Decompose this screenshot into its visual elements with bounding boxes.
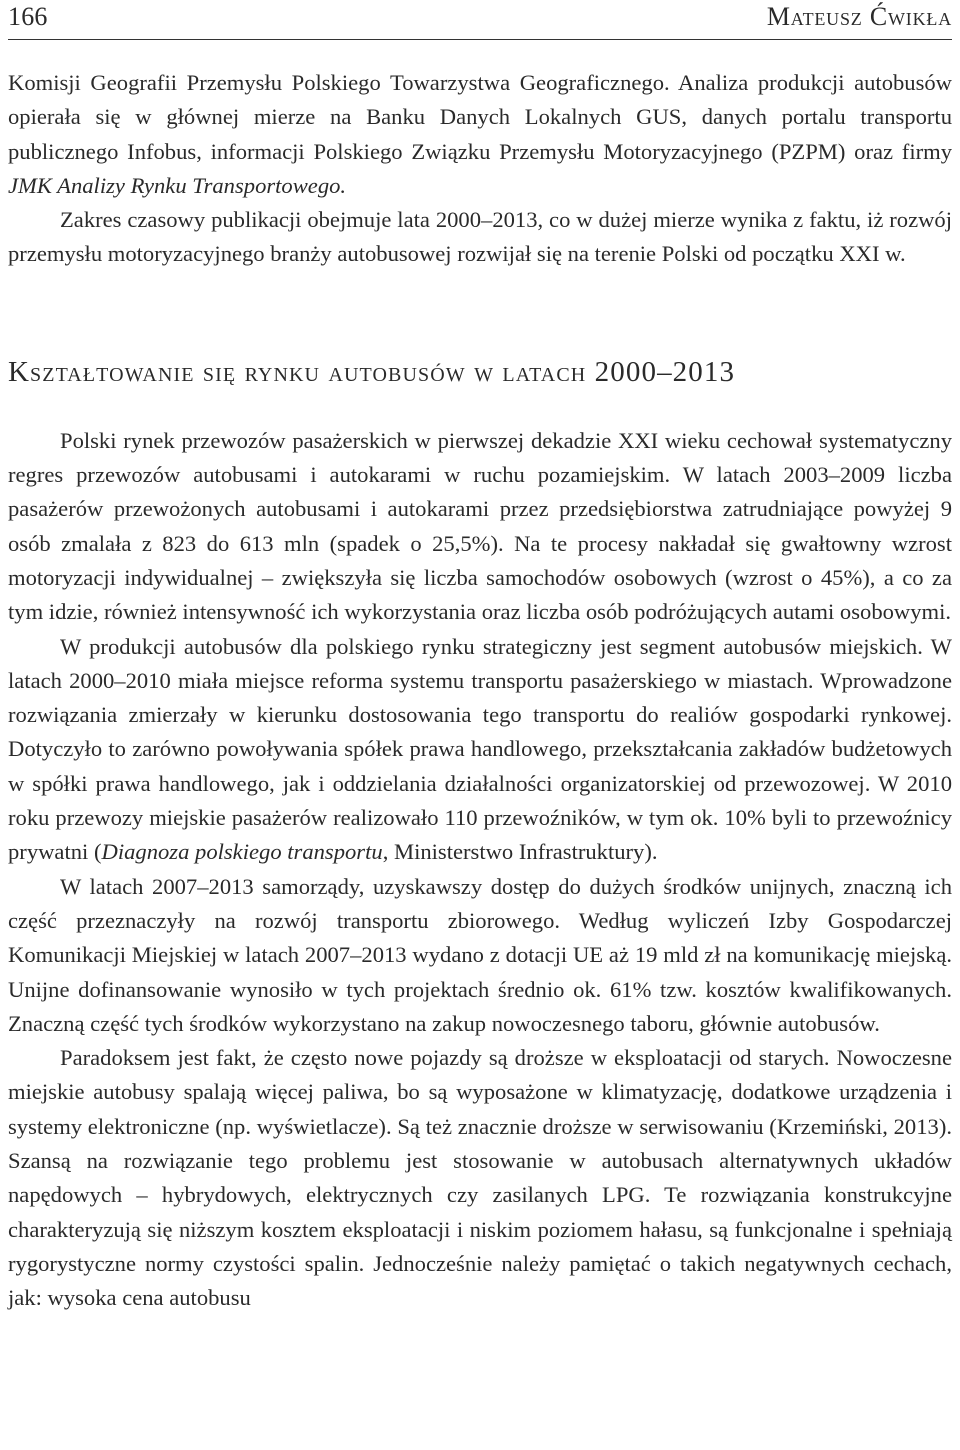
section-heading: Kształtowanie się rynku autobusów w latach 2000–2013 (8, 355, 736, 388)
body-p2-text: W produkcji autobusów dla polskiego rynku strategiczny jest segment autobusów miejskich. W latach 2000–2010 miała miejsce reforma systemu transportu pasażerskiego w miastach. Wprowadzone rozwiązania zmierzały w kierunku dostosowania tego transportu do realiów gospodarki rynkowej. Dotyczyło to zarówno powoływania spółek prawa handlowego, przekształcania zakładów budżetowych w spółki prawa handlowego, jak i oddzielania działalności organizatorskiej od przewozowej. W 2010 roku przewozy miejskie pasażerów realizowało 110 przewoźników, w tym ok. 10% byli to przewoźnicy prywatni ( (8, 633, 952, 865)
body-paragraph-3: W latach 2007–2013 samorządy, uzyskawszy dostęp do dużych środków unijnych, znaczną ich część przeznaczyły na rozwój transportu zbiorowego. Według wyliczeń Izby Gospodarczej Komunikacji Miejskiej w latach 2007–2013 wydano z dotacji UE aż 19 mld zł na komunikację miejską. Unijne dofinansowanie wynosiło w tych projektach średnio ok. 61% tzw. kosztów kwalifikowanych. Znaczną część tych środków wykorzystano na zakup nowoczesnego taboru, głównie autobusów. (8, 873, 952, 1036)
body-p2-italic-title: Diagnoza polskiego transportu (101, 839, 383, 865)
intro-paragraph-2: Zakres czasowy publikacji obejmuje lata 2000–2013, co w dużej mierze wynika z faktu, iż rozwój przemysłu motoryzacyjnego branży autobusowej rozwijał się na terenie Polski od początku XXI w. (8, 207, 952, 267)
body-paragraph-2 (8, 630, 952, 870)
running-head-author: Mateusz Ćwikła (766, 2, 952, 31)
body-paragraph-4: Paradoksem jest fakt, że często nowe pojazdy są droższe w eksploatacji od starych. Nowoczesne miejskie autobusy spalają więcej paliwa, bo są wyposażone w klimatyzację, dodatkowe urządzenia i systemy elektroniczne (np. wyświetlacze). Są też znacznie droższe w serwisowaniu (Krzemiński, 2013). Szansą na rozwiązanie tego problemu jest stosowanie w autobusach alternatywnych układów napędowych – hybrydowych, elektrycznych czy zasilanych LPG. Te rozwiązania konstrukcyjne charakteryzują się niższym kosztem eksploatacji i niskim poziomem hałasu, są funkcjonalne i spełniają rygorystyczne normy czystości spalin. Jednocześnie należy pamiętać o takich negatywnych cechach, jak: wysoka cena autobusu (8, 1045, 952, 1311)
running-header (8, 0, 952, 40)
body-p2-end: , Ministerstwo Infrastruktury). (382, 839, 658, 865)
intro-p1-text: Komisji Geografii Przemysłu Polskiego Towarzystwa Geograficznego. Analiza produkcji autobusów opierała się w głównej mierze na Banku Danych Lokalnych GUS, danych portalu transportu publicznego Infobus, informacji Polskiego Związku Przemysłu Motoryzacyjnego (PZPM) oraz firmy (8, 70, 952, 164)
intro-p1-italic-source: JMK Analizy Rynku Transportowego. (8, 172, 347, 198)
body-paragraph-1: Polski rynek przewozów pasażerskich w pierwszej dekadzie XXI wieku cechował systematyczny regres przewozów autobusami i autokarami w ruchu pozamiejskim. W latach 2003–2009 liczba pasażerów przewożonych autobusami i autokarami przez przedsiębiorstwa zatrudniające powyżej 9 osób zmalała z 823 do 613 mln (spadek o 25,5%). Na te procesy nakładał się gwałtowny wzrost motoryzacji indywidualnej – zwiększyła się liczba samochodów osobowych (wzrost o 45%), a co za tym idzie, również intensywność ich wykorzystania oraz liczba osób podróżujących autami osobowymi. (8, 427, 952, 625)
page-number: 166 (8, 2, 48, 31)
intro-paragraph-1 (8, 66, 952, 203)
